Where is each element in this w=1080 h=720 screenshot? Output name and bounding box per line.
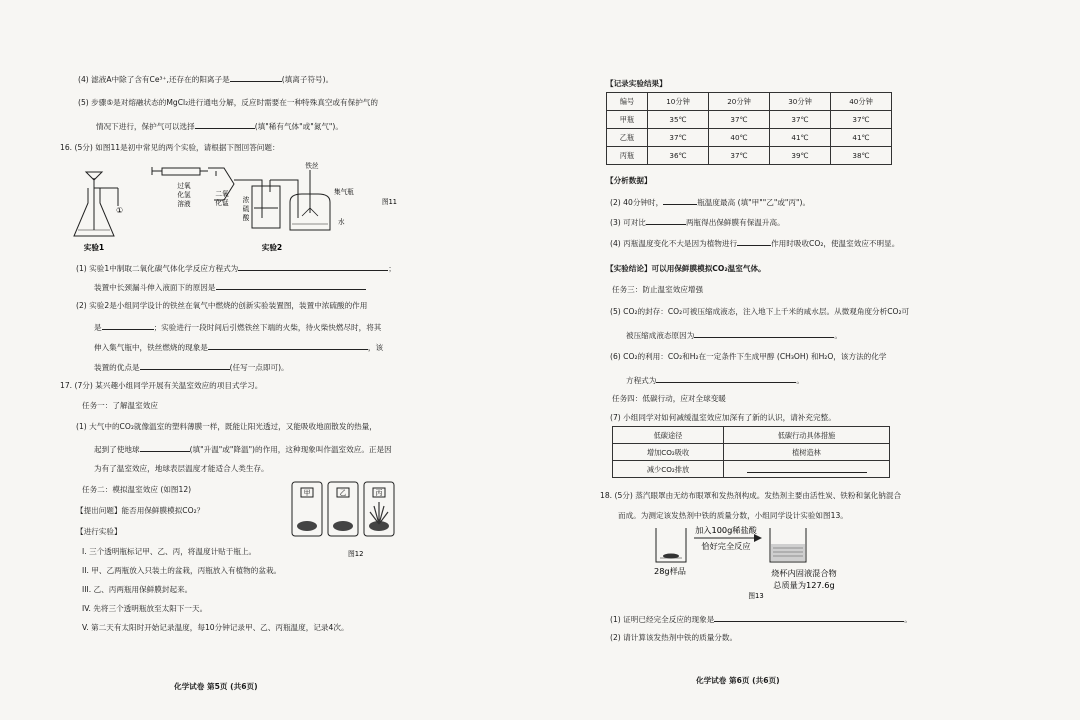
table-cell: 减少CO₂排放 [613,461,724,478]
q5-line-a: (5) 步骤⑤是对熔融状态的MgCl₂进行通电分解，反应时需要在一种特殊真空或有保护气的 [78,98,378,107]
answer-blank[interactable] [656,374,796,383]
table-cell: 37℃ [831,111,892,129]
q18-line-a: 18. (5分) 蒸汽眼罩由无纺布眼罩和发热剂构成。发热剂主要由活性炭、铁粉和氯化钠混合 [600,491,902,500]
q16-1-line-b: 装置中长颈漏斗伸入液面下的原因是 [94,281,366,292]
soil-pots [297,521,389,531]
q7-stem: (7) 小组同学对如何减缓温室效应加深有了新的认识，请补充完整。 [610,413,836,422]
q17-1-line-b: 起到了使地球 (填"升温"或"降温")的作用，这种现象叫作温室效应。正是因 [94,445,392,454]
label-gas-bottle: 集气瓶 [334,188,354,196]
task-4: 任务四：低碳行动，应对全球变暖 [612,394,726,403]
table-row [607,111,892,129]
table-header-cell: 20分钟 [709,93,770,111]
answer-blank[interactable] [694,329,834,338]
q17-1-line-a: (1) 大气中的CO₂就像温室的塑料薄膜一样，既能让阳光透过，又能吸收地面散发的热量， [76,422,377,431]
label-mixture-2: 总质量为127.6g [773,580,835,590]
q16-2-line-d: 装置的优点是 (任写一点即可)。 [94,363,289,372]
task-2: 任务二：模拟温室效应 (如图12) [82,485,192,494]
label-iron-wire: 铁丝 [305,162,319,170]
answer-blank[interactable] [646,216,686,225]
table-row [613,461,890,478]
q5-line-a: (5) CO₂的封存：CO₂可被压缩成液态，注入地下上千米的咸水层。从微观角度分析CO₂可 [610,307,910,316]
label-h2o2-3: 溶液 [177,200,191,208]
label-water: 水 [338,218,345,226]
table-header-cell: 30分钟 [770,93,831,111]
step-2: II. 甲、乙两瓶放入只装土的盆栽，丙瓶放入有植物的盆栽。 [82,566,282,575]
label-acid-1: 浓 [242,196,250,204]
q5-line-b: 被压缩成液态原因为 。 [626,331,842,340]
conical-flask [74,172,118,236]
label-figure-11: 图11 [382,198,397,206]
label-figure-12: 图12 [348,550,364,558]
plant-icon [370,502,388,524]
gas-collection-bottle [290,170,330,230]
page-5 [56,0,526,720]
syringe [152,167,208,175]
table-cell: 39℃ [770,147,831,165]
table-cell: 植树造林 [724,444,890,461]
table-header-row [613,427,890,444]
label-mno2-2: 化锰 [215,199,229,207]
label-acid-2: 硫 [242,205,250,213]
label-circle-1: ① [116,206,124,215]
record-title: 【记录实验结果】 [606,79,667,88]
page-6 [596,0,1066,720]
low-carbon-table [612,426,890,478]
table-header-cell: 低碳行动具体措施 [724,427,890,444]
answer-blank[interactable] [238,262,388,271]
table-cell: 40℃ [709,129,770,147]
table-cell: 37℃ [709,147,770,165]
label-mixture-1: 烧杯内固液混合物 [771,568,837,578]
answer-blank[interactable] [102,321,154,330]
table-header-cell: 低碳途径 [613,427,724,444]
analysis-title: 【分析数据】 [606,176,652,185]
q16-2-line-a: (2) 实验2是小组同学设计的铁丝在氧气中燃烧的创新实验装置图，装置中浓硫酸的作用 [76,301,368,310]
q17-stem: 17. (7分) 某兴趣小组同学开展有关温室效应的项目式学习。 [60,381,263,390]
answer-blank[interactable] [737,237,771,246]
label-acid-3: 酸 [242,214,250,222]
q18-1-line: (1) 证明已经完全反应的现象是 。 [610,615,912,624]
page-6-footer: 化学试卷 第6页 (共6页) [696,676,780,685]
table-cell: 37℃ [770,111,831,129]
table-header-row [607,93,892,111]
label-arrow-2: 恰好完全反应 [701,541,751,551]
answer-blank[interactable] [140,361,230,370]
answer-blank[interactable] [714,613,904,622]
do-experiment: 【进行实验】 [76,527,122,536]
step-5: V. 第二天有太阳时开始记录温度，每10分钟记录甲、乙、丙瓶温度，记录4次。 [82,623,349,632]
label-jar-a: 甲 [303,489,311,497]
table-row [607,129,892,147]
q17-1-line-c: 为有了温室效应，地球表层温度才能适合人类生存。 [94,464,269,473]
results-table [606,92,892,165]
liquid-fill [771,544,805,561]
analysis-q2: (2) 40分钟时， 瓶温度最高 (填"甲""乙"或"丙")。 [610,198,811,207]
answer-blank[interactable] [195,120,255,129]
table-cell: 41℃ [831,129,892,147]
table-cell: 41℃ [770,129,831,147]
figure-13 [636,522,896,600]
sample-powder [663,554,679,559]
table-cell[interactable] [724,461,890,478]
answer-blank[interactable] [230,73,282,82]
label-jar-c: 丙 [375,489,383,497]
table-cell: 乙瓶 [607,129,648,147]
table-row [607,147,892,165]
q5-line-b: 情况下进行，保护气可以选择 (填"稀有气体"或"氮气")。 [96,122,343,131]
table-cell: 35℃ [648,111,709,129]
label-figure-13: 图13 [748,592,764,600]
label-exp2: 实验2 [261,243,283,252]
answer-blank[interactable] [208,341,368,350]
q18-line-b: 而成。为测定该发热剂中铁的质量分数，小组同学设计实验如图13。 [618,511,848,520]
table-header-cell: 40分钟 [831,93,892,111]
table-header-cell: 10分钟 [648,93,709,111]
label-h2o2-2: 化氢 [177,191,191,199]
analysis-q3: (3) 可对比 两瓶得出保鲜膜有保温升高。 [610,218,785,227]
label-jar-b: 乙 [339,489,347,497]
analysis-q4: (4) 丙瓶温度变化不大是因为植物进行 作用时吸收CO₂，使温室效应不明显。 [610,239,900,248]
label-mno2-1: 二氧 [215,190,229,198]
figure-11 [66,158,486,253]
q6-line-b: 方程式为 。 [626,376,804,385]
answer-blank[interactable] [216,281,366,290]
conclusion: 【实验结论】可以用保鲜膜模拟CO₂温室气体。 [606,264,766,273]
step-3: III. 乙、丙两瓶用保鲜膜封起来。 [82,585,193,594]
table-cell: 丙瓶 [607,147,648,165]
q18-2-line: (2) 请计算该发热剂中铁的质量分数。 [610,633,738,642]
answer-blank[interactable] [663,196,697,205]
table-header-cell: 编号 [607,93,648,111]
ask-question: 【提出问题】能否用保鲜膜模拟CO₂？ [76,506,205,515]
table-cell: 37℃ [648,129,709,147]
task-3: 任务三：防止温室效应增强 [612,285,704,294]
label-exp1: 实验1 [83,243,105,252]
label-h2o2-1: 过氧 [177,182,191,190]
table-row [613,444,890,461]
arrow-head-icon [754,534,762,542]
table-cell: 38℃ [831,147,892,165]
step-4: IV. 先将三个透明瓶放至太阳下一天。 [82,604,208,613]
q4-line: (4) 滤液A中除了含有Ce³⁺,还存在的阳离子是 (填离子符号)。 [78,75,334,84]
table-cell: 36℃ [648,147,709,165]
table-cell: 37℃ [709,111,770,129]
answer-blank[interactable] [140,443,190,452]
table-cell: 甲瓶 [607,111,648,129]
q16-1-line-a: (1) 实验1中制取二氧化碳气体化学反应方程式为 ； [76,264,396,273]
table-cell: 增加CO₂吸收 [613,444,724,461]
figure-12 [288,478,448,564]
step-1: I. 三个透明瓶标记甲、乙、丙，将温度计贴于瓶上。 [82,547,257,556]
label-arrow-1: 加入100g稀盐酸 [695,525,757,535]
q16-2-line-b: 是 ；实验进行一段时间后引燃铁丝下端的火柴，待火柴快燃尽时，将其 [94,323,382,332]
label-sample: 28g样品 [654,566,686,576]
answer-blank[interactable] [747,464,867,473]
q16-2-line-c: 伸入集气瓶中，铁丝燃烧的现象是 ，该 [94,343,384,352]
q6-line-a: (6) CO₂的利用：CO₂和H₂在一定条件下生成甲醇 (CH₃OH) 和H₂O，该方法的化学 [610,352,887,361]
task-1: 任务一：了解温室效应 [82,401,158,410]
page-5-footer: 化学试卷 第5页 (共6页) [174,682,258,691]
q16-stem: 16. (5分) 如图11是初中常见的两个实验，请根据下图回答问题： [60,143,280,152]
